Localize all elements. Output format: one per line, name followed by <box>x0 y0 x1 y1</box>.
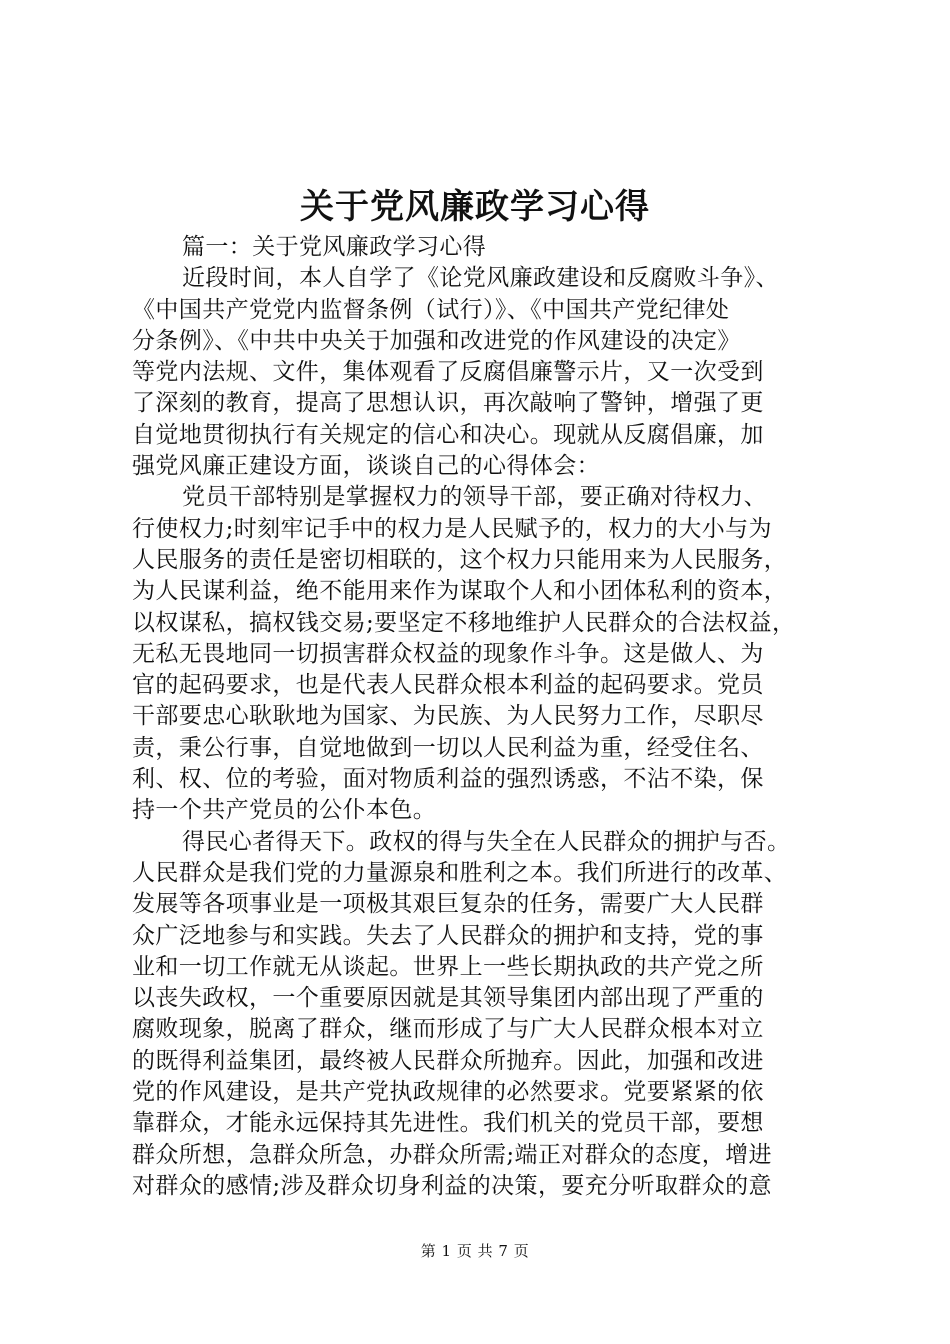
text-line: 分条例》、《中共中央关于加强和改进党的作风建设的决定》 <box>132 327 741 354</box>
text-line: 业和一切工作就无从谈起。世界上一些长期执政的共产党之所 <box>132 953 764 980</box>
text-line: 等党内法规、文件，集体观看了反腐倡廉警示片，又一次受到 <box>132 359 764 386</box>
text-line: 篇一：关于党风廉政学习心得 <box>182 234 487 260</box>
text-line: 人民服务的责任是密切相联的，这个权力只能用来为人民服务， <box>132 546 788 573</box>
text-line: 了深刻的教育，提高了思想认识，再次敲响了警钟，增强了更 <box>132 390 764 417</box>
text-line: 利、权、位的考验，面对物质利益的强烈诱惑，不沾不染，保 <box>132 766 764 793</box>
text-line: 近段时间，本人自学了《论党风廉政建设和反腐败斗争》、 <box>182 265 779 292</box>
text-line: 得民心者得天下。政权的得与失全在人民群众的拥护与否。 <box>182 828 791 855</box>
text-line: 的既得利益集团，最终被人民群众所抛弃。因此，加强和改进 <box>132 1047 764 1074</box>
text-line: 人民群众是我们党的力量源泉和胜利之本。我们所进行的改革、 <box>132 859 788 886</box>
text-line: 干部要忠心耿耿地为国家、为民族、为人民努力工作，尽职尽 <box>132 703 764 730</box>
text-line: 党员干部特别是掌握权力的领导干部，要正确对待权力、 <box>182 484 767 511</box>
document-body <box>132 232 828 1202</box>
text-line: 靠群众，才能永远保持其先进性。我们机关的党员干部，要想 <box>132 1110 764 1137</box>
text-line: 自觉地贯彻执行有关规定的信心和决心。现就从反腐倡廉，加 <box>132 421 764 448</box>
text-line: 持一个共产党员的公仆本色。 <box>132 797 437 824</box>
text-line: 以丧失政权，一个重要原因就是其领导集团内部出现了严重的 <box>132 985 764 1012</box>
text-line: 无私无畏地同一切损害群众权益的现象作斗争。这是做人、为 <box>132 640 764 667</box>
text-line: 责，秉公行事，自觉地做到一切以人民利益为重，经受住名、 <box>132 734 764 761</box>
text-line: 以权谋私，搞权钱交易;要坚定不移地维护人民群众的合法权益， <box>132 609 796 636</box>
text-line: 《中国共产党党内监督条例（试行）》、《中国共产党纪律处 <box>132 296 730 323</box>
text-line: 强党风廉正建设方面，谈谈自己的心得体会： <box>132 453 600 480</box>
text-line: 群众所想，急群众所急，办群众所需;端正对群众的态度，增进 <box>132 1141 772 1168</box>
text-line: 行使权力;时刻牢记手中的权力是人民赋予的，权力的大小与为 <box>132 515 772 542</box>
text-line: 为人民谋利益，绝不能用来作为谋取个人和小团体私利的资本， <box>132 578 788 605</box>
text-line: 腐败现象，脱离了群众，继而形成了与广大人民群众根本对立 <box>132 1016 764 1043</box>
text-line: 对群众的感情;涉及群众切身利益的决策，要充分听取群众的意 <box>132 1172 772 1199</box>
page-footer: 第 1 页 共 7 页 <box>420 1242 530 1260</box>
text-line: 发展等各项事业是一项极其艰巨复杂的任务，需要广大人民群 <box>132 891 764 918</box>
text-line: 众广泛地参与和实践。失去了人民群众的拥护和支持，党的事 <box>132 922 764 949</box>
document-title: 关于党风廉政学习心得 <box>300 187 650 227</box>
text-line: 党的作风建设，是共产党执政规律的必然要求。党要紧紧的依 <box>132 1079 764 1106</box>
text-line: 官的起码要求，也是代表人民群众根本利益的起码要求。党员 <box>132 672 764 699</box>
